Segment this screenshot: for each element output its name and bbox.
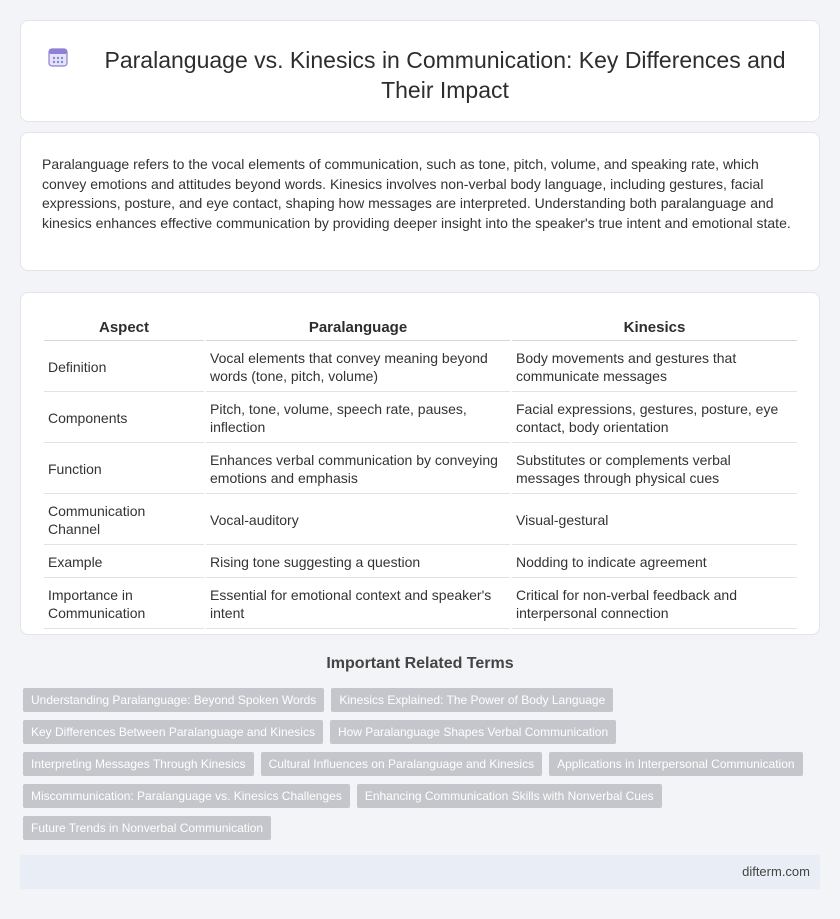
cell-aspect: Function — [44, 445, 204, 494]
related-terms-list — [23, 688, 813, 848]
table-row — [44, 580, 797, 629]
table-row — [44, 394, 797, 443]
cell-paralanguage: Vocal-auditory — [206, 496, 510, 545]
cell-aspect: Importance in Communication — [44, 580, 204, 629]
cell-paralanguage: Vocal elements that convey meaning beyond words (tone, pitch, volume) — [206, 343, 510, 392]
related-term-link[interactable]: How Paralanguage Shapes Verbal Communication — [330, 720, 616, 744]
cell-paralanguage: Essential for emotional context and speaker's intent — [206, 580, 510, 629]
table-header-row — [44, 317, 797, 341]
cell-paralanguage: Rising tone suggesting a question — [206, 547, 510, 578]
cell-aspect: Components — [44, 394, 204, 443]
table-row — [44, 445, 797, 494]
related-term-link[interactable]: Cultural Influences on Paralanguage and Kinesics — [261, 752, 543, 776]
cell-paralanguage: Enhances verbal communication by conveying emotions and emphasis — [206, 445, 510, 494]
cell-kinesics: Nodding to indicate agreement — [512, 547, 797, 578]
cell-aspect: Definition — [44, 343, 204, 392]
footer — [20, 855, 820, 889]
table-row — [44, 343, 797, 392]
cell-kinesics: Critical for non-verbal feedback and interpersonal connection — [512, 580, 797, 629]
title-card — [20, 20, 820, 122]
table-row — [44, 547, 797, 578]
cell-kinesics: Body movements and gestures that communicate messages — [512, 343, 797, 392]
related-term-link[interactable]: Understanding Paralanguage: Beyond Spoken Words — [23, 688, 324, 712]
tag-row — [23, 816, 813, 840]
related-term-link[interactable]: Applications in Interpersonal Communication — [549, 752, 802, 776]
tag-row — [23, 720, 813, 744]
related-term-link[interactable]: Miscommunication: Paralanguage vs. Kinesics Challenges — [23, 784, 350, 808]
tag-row — [23, 784, 813, 808]
comparison-card — [20, 292, 820, 635]
related-term-link[interactable]: Key Differences Between Paralanguage and Kinesics — [23, 720, 323, 744]
related-terms-title: Important Related Terms — [326, 655, 514, 672]
cell-kinesics: Facial expressions, gestures, posture, eye contact, body orientation — [512, 394, 797, 443]
table-row — [44, 496, 797, 545]
related-term-link[interactable]: Enhancing Communication Skills with Nonverbal Cues — [357, 784, 662, 808]
cell-kinesics: Visual-gestural — [512, 496, 797, 545]
intro-paragraph: Paralanguage refers to the vocal elements of communication, such as tone, pitch, volume, and speaking rate, which convey emotions and attitudes beyond words. Kinesics involves non-verbal body language, including gestures, facial expressions, posture, and eye contact, shaping how messages are interpreted. Understanding both paralanguage and kinesics enhances effective communication by providing deeper insight into the speaker's true intent and emotional state. — [42, 156, 791, 231]
related-term-link[interactable]: Kinesics Explained: The Power of Body Language — [331, 688, 613, 712]
tag-row — [23, 688, 813, 712]
cell-paralanguage: Pitch, tone, volume, speech rate, pauses, inflection — [206, 394, 510, 443]
intro-card — [20, 132, 820, 271]
page-title: Paralanguage vs. Kinesics in Communication: Key Differences and Their Impact — [104, 47, 786, 103]
comparison-table — [42, 315, 799, 631]
tag-row — [23, 752, 813, 776]
cell-aspect: Communication Channel — [44, 496, 204, 545]
cell-kinesics: Substitutes or complements verbal messages through physical cues — [512, 445, 797, 494]
header-paralanguage: Paralanguage — [206, 317, 510, 341]
related-term-link[interactable]: Interpreting Messages Through Kinesics — [23, 752, 254, 776]
cell-aspect: Example — [44, 547, 204, 578]
header-aspect: Aspect — [44, 317, 204, 341]
footer-site-link[interactable]: difterm.com — [742, 864, 810, 879]
header-kinesics: Kinesics — [512, 317, 797, 341]
related-term-link[interactable]: Future Trends in Nonverbal Communication — [23, 816, 271, 840]
